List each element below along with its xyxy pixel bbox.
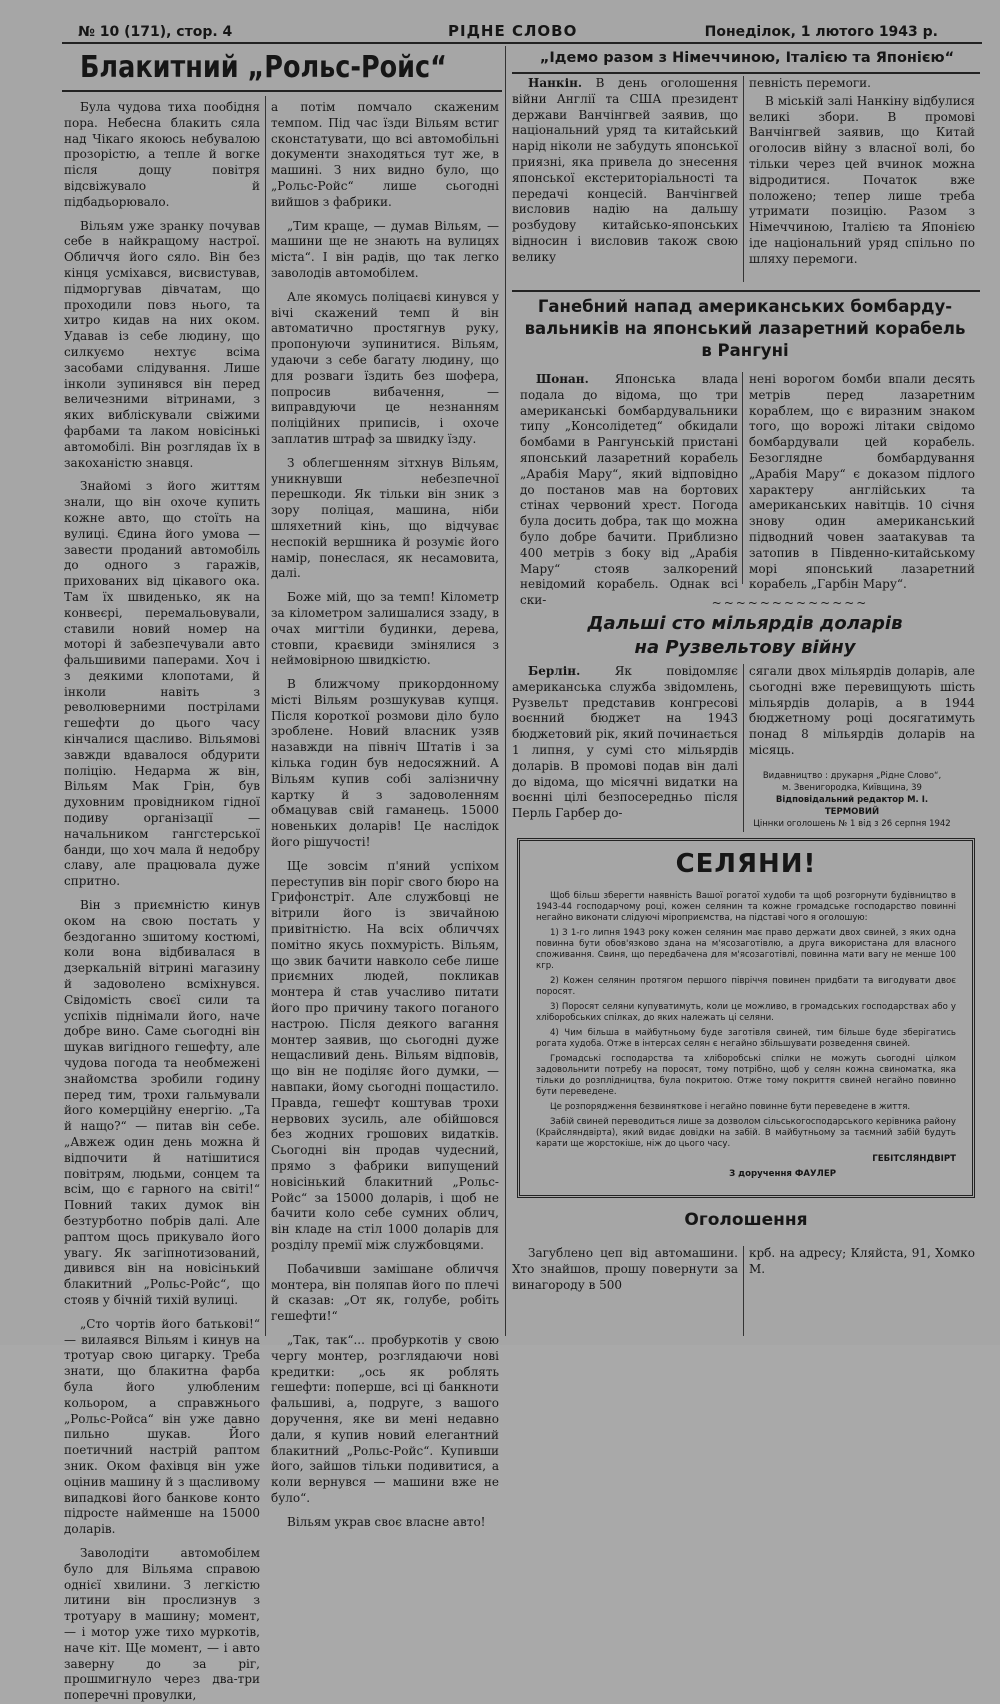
- rangoon-column-1: [520, 372, 738, 608]
- billions-column-2: [749, 664, 975, 764]
- japan-dateline: Нанкін.: [528, 76, 583, 90]
- rangoon-headline-2: вальників на японський лазаретний корабель: [524, 319, 966, 338]
- imprint-line: Відповідальний редактор М. І. ТЕРМОВИЙ: [775, 795, 929, 817]
- notice-item: 4) Чим більша в майбутньому буде заготівля свиней, тим більше буде зберігатись рогата худоба. Отже в інтерсах селян є негайно збільшувати розведення свиней.: [536, 1028, 956, 1049]
- notice-para: Громадські господарства та хліборобські спілки не можуть сьогодні цілком задовольнити потребу на поросят, тому потрібно, щоб у селян кожна свиноматка, яка тільки до розплідництва, була покритою. Отже тому покриття свиней негайно повинно бути переведене.: [536, 1054, 956, 1097]
- rolls-para: Була чудова тиха пообідня пора. Небесна блакить сяла над Чікаго якоюсь небувалою прозорістю, а тепле й вогке після дощу повітря відсвіжувало й підбадьорювало.: [64, 100, 260, 209]
- column-divider: [743, 664, 744, 832]
- imprint: [752, 770, 952, 830]
- japan-text-2b: В міській залі Нанкіну відбулися великі збори. В промові Ванчінгвей заявив, що Китай оголосив війну з власної волі, бо тільки через цей вчинок можна відродитися. Початок вже положено; тепер лише треба утримати позицію. Разом з Німеччиною, Італією та Японією іде національний уряд спільно по шляху перемоги.: [749, 93, 975, 266]
- japan-column-2: [749, 76, 975, 286]
- rangoon-text-2: нені ворогом бомби впали десять метрів перед лазаретним кораблем, що є виразним знаком того, що ворожі літаки свідомо бомбардували цей корабель. Безоглядне бомбардування „Арабія Мару“ є доказом підлого характеру англійських та американських навітців. 10 січня знову один американський підводний човен заатакував та затопив в Південно-китайському морі японський лазаретний корабель „Гарбін Мару“.: [749, 372, 975, 592]
- rolls-para: а потім помчало скаженим темпом. Під час їзди Вільям встиг сконстатувати, що всі автомобільні документи знаходяться тут же, в машині. З них видно було, що „Рольс-Ройс“ лише сьогодні вийшов з фабрики.: [271, 100, 499, 209]
- rangoon-text-1: Японська влада подала до відома, що три американські бомбардувальники типу „Консолідетед“ обкидали бомбами в Рангунській пристані японський лазаретний корабель „Арабія Мару“, який відповідно до постанов мав на бортових стінах червоний хрест. Погода була досить добра, так що можна було добре бачити. Приблизно 400 метрів з боку від „Арабія Мару“ стояв залкорений невідомий корабель. Однак всі ски-: [520, 372, 738, 608]
- rangoon-headline-1: Ганебний напад американських бомбарду-: [537, 297, 953, 316]
- notice-para: Забій свиней переводиться лише за дозволом сільськогосподарського керівника району (Крайсляндвірта), який видає довідки на забій. В майбутньому за таємний забій будуть карати ще жорстокіше, ніж до цього часу.: [536, 1117, 956, 1149]
- rolls-column-2: [271, 100, 499, 1529]
- issue-number: № 10 (171), стор. 4: [78, 24, 233, 40]
- rolls-para: Вільям украв своє власне авто!: [287, 1514, 486, 1529]
- imprint-line: м. Звенигородка, Київщина, 39: [782, 783, 922, 793]
- rolls-headline-rule: [62, 90, 502, 92]
- notice-item: 1) З 1-го липня 1943 року кожен селянин має право держати двох свиней, з яких одна повинна бути обов'язково здана на м'ясозаготівлю, а друга використана для власного споживання. Свиня, що передбачена для м'ясозаготівлі, повинна мати вагу не менше 100 кгр.: [536, 928, 956, 971]
- notice-item: 2) Кожен селянин протягом першого півріччя повинен придбати та вигодувати двоє поросят.: [536, 976, 956, 997]
- rolls-para: З облегшенням зітхнув Вільям, уникнувши небезпечної перешкоди. Як тільки він зник з зору поліцая, машина, ніби шляхетний кінь, що відчуває неспокій вершника й розуміє його намір, понеслася, як несамовита, далі.: [271, 455, 499, 581]
- masthead-rule: [62, 42, 982, 44]
- notice-title: СЕЛЯНИ!: [675, 849, 817, 879]
- ads-title: Оголошення: [684, 1210, 808, 1230]
- imprint-line: Ціннки оголошень № 1 від з 26 серпня 1942: [753, 819, 951, 829]
- japan-text-1: В день оголошення війни Англії та США президент держави Ванчінгвей заявив, що національний уряд та китайський нарід ніколи не забудуть японської приязні, яка привела до знесення японської екстериторіальності та передачі концесій. Ванчінгвей висловив надію на дальшу розбудову китайсько-японських відносин і висловив також свою велику: [512, 76, 738, 264]
- villagers-notice: [517, 838, 975, 1198]
- rolls-para: Вільям уже зранку почував себе в найкращому настрої. Обличчя його сяло. Він без кінця усміхався, висвистував, підморгував дівчатам, що проходили повз нього, та хитро кидав на них оком. Удавав із себе людину, що силкуємо нехтує всіма засобами слідування. Лише інколи зупинявся він перед величезними вітринами, з яких вибліскували свіжими фарбами та лаком новісінькі автомобілі. Він розглядав їх в закоханістю знавця.: [64, 218, 260, 470]
- rolls-para: В ближчому прикордонному місті Вільям розшукував купця. Після короткої розмови діло було зроблене. Новий власник узяв назавжди на північ Штатів і за кілька годин був недосяжний. А Вільям купив собі залізничну картку й з задоволенням обмацував свій гаманець. 15000 новеньких доларів! Це наслідок його рішучості!: [271, 677, 499, 850]
- ornament-divider: ~~~~~~~~~~~~~: [711, 596, 869, 610]
- rangoon-column-2: [749, 372, 975, 592]
- rolls-para: Боже мій, що за темп! Кілометр за кілометром залишалися ззаду, в очах мигтіли будинки, дерева, стовпи, краєвиди змінялися з неймовірною швидкістю.: [271, 590, 499, 668]
- rolls-para: „Так, так“... пробуркотів у свою чергу монтер, розглядаючи нові кредитки: „ось як роблять гешефти: поперше, всі ці банкноти фальшиві, а, подруге, з вашого доручення, яке ви мені недавно дали, я купив новий елегантний блакитний „Рольс-Ройс“. Купивши його, зайшов тільки подивитися, а коли вернувся — машини вже не було“.: [271, 1332, 499, 1505]
- billions-text-2: сягали двох мільярдів доларів, але сьогодні вже перевищують шість мільярдів доларів, а в 1944 бюджетному році досягатимуть понад 8 мільярдів доларів на місяць.: [749, 664, 975, 757]
- ads-column-2: [749, 1246, 975, 1338]
- notice-signer-2: З доручення ФАУЛЕР: [729, 1169, 836, 1179]
- billions-dateline: Берлін.: [528, 664, 581, 678]
- rolls-column-1: [64, 100, 260, 1703]
- section-rule: [512, 290, 980, 292]
- rolls-para: Він з приємністю кинув оком на свою постать у бездоганно зшитому костюмі, коли вона відбивалася в дзеркальній вітрині магазину й задоволено всміхнувся. Свідомість своєї сили та успіхів піднімали його, наче добре вино. Саме сьогодні він шукав вигідного гешефту, але чудова погода та необмежені знайомства зробили годину перед тим, трохи гальмували його комерційну енергію. „Та й нащо?“ — питав він себе. „Авжеж один день можна й відпочити й натішитися повітрям, людьми, сонцем та всім, що є гарного на світі!“ Повний таких думок він безтурботно побрів далі. Але раптом щось прикувало його увагу. Як загіпнотизований, дивився він на новісінький блакитний „Рольс-Ройс“, що стояв у бічній тихій вулиці.: [64, 898, 260, 1307]
- column-divider: [743, 1246, 744, 1336]
- column-divider: [742, 372, 743, 584]
- japan-headline-rule: [512, 72, 980, 74]
- notice-intro: Щоб більш зберегти наявність Вашої рогатої худоби та щоб розгорнути будівництво в 1943-44 господарчому році, кожен селянин та кожне громадське господарство повинні негайно виконати слідуючі мірoприємства, на підставі чого я оголошую:: [536, 891, 956, 923]
- rolls-para: „Тим краще, — думав Вільям, — машини ще не знають на вулицях міста“. І він радів, що так легко заволодів автомобілем.: [271, 218, 499, 280]
- rolls-para: Заволодіти автомобілем було для Вільяма справою однієї хвилини. З легкістю литини він прослизнув з тротуару в машину; момент, — і мотор уже тихо муркотів, наче кіт. Ще момент, — і авто заверну до за ріг, прошмигнуло через два-три поперечні провулки,: [64, 1545, 260, 1703]
- rolls-para: „Сто чортів його батькові!“ — вилаявся Вільям і кинув на тротуар свою цигарку. Треба знати, що блакитна фарба була його улюбленим кольором, а справжнього „Рольс-Ройса“ він уже давно пильно шукав. Його поетичний настрій раптом зник. Оком фахівця він уже оцінив машину й з щасливому випадкові його банкове конто підросте найменше на 15000 доларів.: [64, 1316, 260, 1537]
- japan-headline: „Ідемо разом з Німеччиною, Італією та Японією“: [539, 50, 955, 66]
- rolls-para: Але якомусь поліцаєві кинувся у вічі скажений темп й він автоматично простягнув руку, пропонуючи зупинитися. Вільям, удаючи з себе багату людину, що для розваги їздить без шофера, попросив вибачення, — виправдуючи це незнанням поліційних приписів, і охоче заплатив штраф за швидку їзду.: [271, 289, 499, 446]
- rolls-headline: Блакитний „Рольс-Ройс“: [80, 50, 447, 85]
- notice-signer: ГЕБІТСЛЯНДВІРТ: [872, 1154, 956, 1164]
- rangoon-headline-3: в Рангуні: [701, 341, 789, 360]
- ads-column-1: [512, 1246, 738, 1338]
- ad-text-2: крб. на адресу; Кляйста, 91, Хомко М.: [749, 1246, 975, 1276]
- rolls-para: Побачивши замішане обличчя монтера, він поляпав його по плечі й сказав: „От як, голубе, робіть гешефти!“: [271, 1261, 499, 1324]
- japan-column-1: [512, 76, 738, 286]
- rolls-para: Знайомі з його життям знали, що він охоче купить кожне авто, що стоїть на вулиці. Єдина його умова — завести проданий автомобіль до одного з гаражів, прихованих від цікавого ока. Там їх швиденько, як на конвеєрі, перемальовували, ставили новий номер на моторі й забезпечували авто фальшивими паперами. Хоч і з деякими клопотами, й інколи навіть з революверними пострілами гешефти до цього часу кінчалися щасливо. Вільямові завжди вдавалося обдурити поліцію. Недарма ж він, Вільям Мак Грін, був духовним провідником гідної подиву організації — начальником гангстерської банди, що хоч мала й недобру славу, але працювала дуже спритно.: [64, 479, 260, 889]
- issue-date: Понеділок, 1 лютого 1943 р.: [704, 24, 938, 40]
- masthead: [78, 18, 938, 44]
- column-divider: [743, 76, 744, 282]
- billions-text-1: Як повідомляє американська служба звідомлень, Рузвельт представив конгресові воєнний бюджет на 1943 бюджетовий рік, який починається 1 липня, у сумі сто мільярдів доларів. В промові подав він далі до відома, що місячні видатки на воєнні цілі безпосередньо після Перль Гарбер до-: [512, 664, 738, 821]
- billions-column-1: [512, 664, 738, 832]
- column-divider: [505, 46, 506, 1336]
- rolls-para: Ще зовсім п'яний успіхом переступив він поріг свого бюро на Грифонстріт. Але службовці не вітрили його із звичайною привітністю. На всіх обличчях помітно якусь похмурість. Вільям, що звик бачити навколо себе лише приємних людей, покликав монтера й став учасливо питати його про причину такого поганого настрою. Після деякого вагання монтер заявив, що сьогодні дуже нещасливий день. Вільям відповів, що він не поділяє його думки, — навпаки, йому сьогодні пощастило. Правда, гешефт коштував трохи нервових зусиль, але обійшовся без жодних грошових видатків. Сьогодні він продав чудесний, прямо з фабрики випущений новісінький блакитний „Рольс-Ройс“ за 15000 доларів, і щоб не бачити коло себе сумних облич, він кладе на стіл 1000 доларів для розділу премії між службовцями.: [271, 858, 499, 1252]
- ad-text-1: Загублено цеп від автомашини. Хто знайшов, прошу повернути за винагороду в 500: [512, 1246, 738, 1292]
- billions-headline-2: на Рузвельтову війну: [634, 637, 856, 658]
- imprint-line: Видавництво : друкарня „Рідне Слово“,: [762, 771, 942, 781]
- rangoon-dateline: Шонан.: [536, 372, 589, 386]
- paper-name: РІДНЕ СЛОВО: [448, 22, 578, 40]
- japan-text-2a: певність перемоги.: [749, 76, 871, 90]
- notice-body: [536, 891, 956, 1184]
- notice-para: Це розпорядження безвиняткове і негайно повинне бути переведене в життя.: [550, 1102, 911, 1112]
- billions-headline-1: Дальші сто мільярдів доларів: [587, 613, 903, 634]
- column-divider: [265, 96, 266, 1336]
- notice-item: 3) Поросят селяни купуватимуть, коли це можливо, в громадських господарствах або у хліборобських спілках, до яких належать ці селяни.: [536, 1002, 956, 1023]
